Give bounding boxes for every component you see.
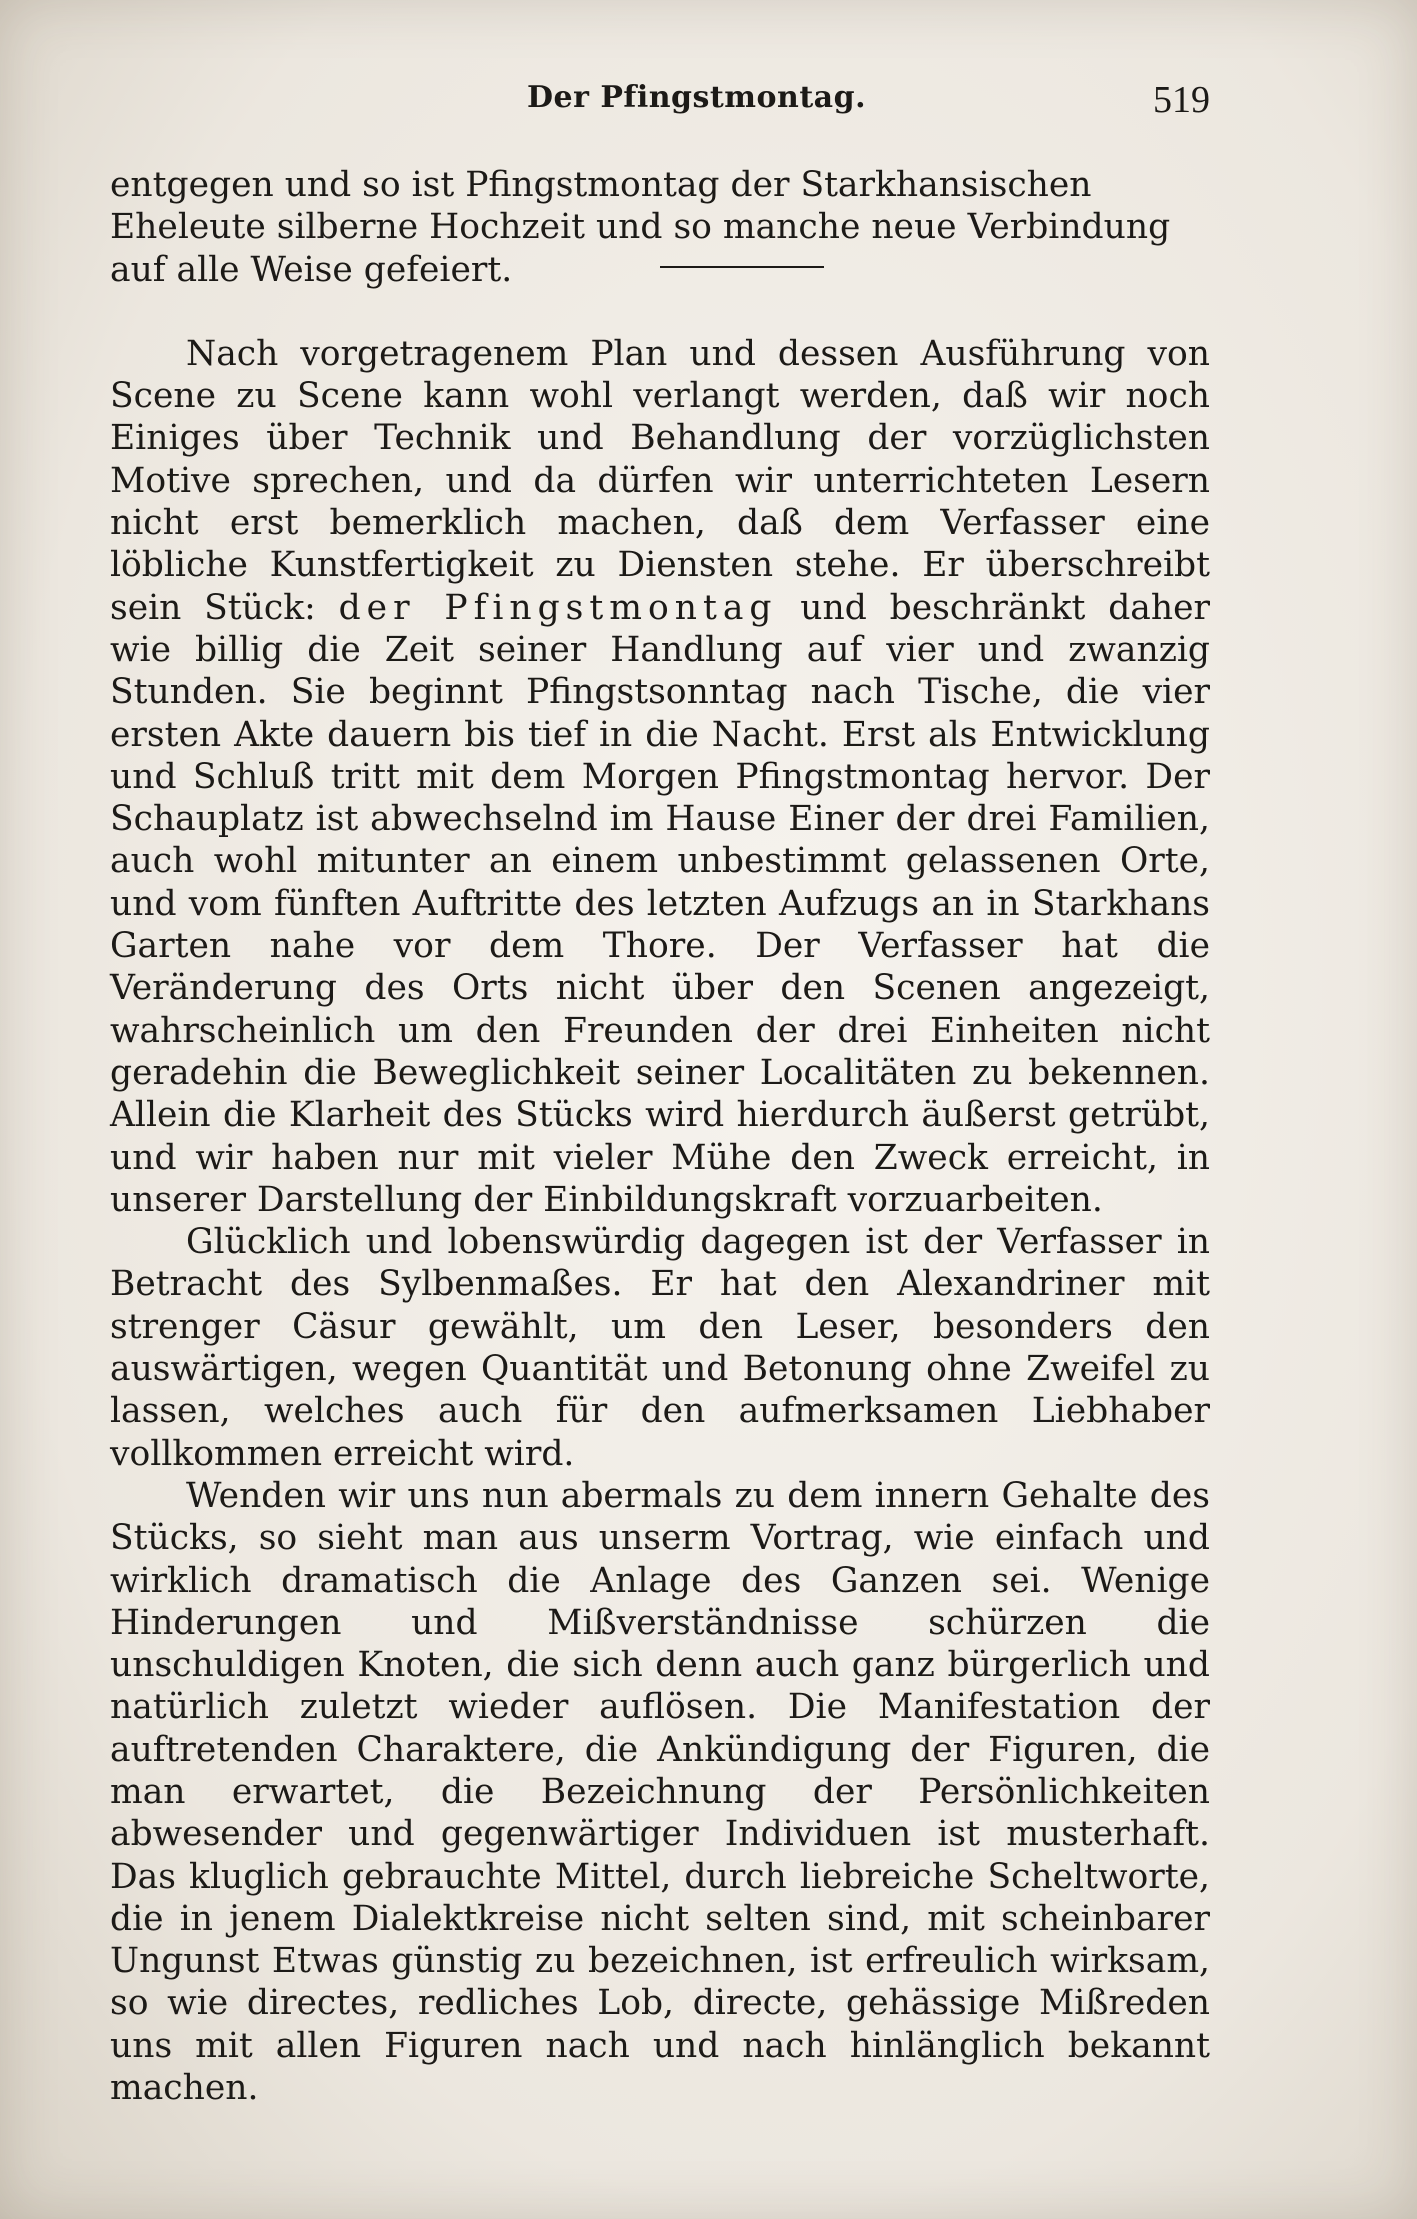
section-spacer bbox=[110, 291, 1210, 333]
running-title: Der Pfingstmontag. bbox=[527, 80, 867, 115]
paragraph-continued bbox=[110, 164, 1210, 291]
page-header bbox=[110, 80, 1210, 130]
paragraph-meter: Glücklich und lobenswürdig dagegen ist der Verfasser in Betracht des Sylbenmaßes. Er hat den Alexandriner mit strenger Cäsur gewählt, um den Leser, besonders den auswärtigen, wegen Quantität und Betonung ohne Zweifel zu lassen, welches auch für den aufmerksamen Liebhaber vollkommen erreicht wird. bbox=[110, 1222, 1210, 1474]
emphasized-title: der Pfingstmontag bbox=[338, 587, 778, 628]
body-text bbox=[110, 164, 1210, 2109]
page-number: 519 bbox=[1153, 79, 1210, 121]
paragraph-technique bbox=[110, 333, 1210, 1221]
section-separator bbox=[660, 266, 824, 268]
paragraph-content: Wenden wir uns nun abermals zu dem innern Gehalte des Stücks, so sieht man aus unserm Vortrag, wie einfach und wirklich dramatisch die Anlage des Ganzen sei. Wenige Hinderungen und Mißverständnisse schürzen die unschuldigen Knoten, die sich denn auch ganz bürgerlich und natürlich zuletzt wieder auflösen. Die Manifestation der auftretenden Charaktere, die Ankündigung der Figuren, die man erwartet, die Bezeichnung der Persönlichkeiten abwesender und gegenwärtiger Individuen ist musterhaft. Das kluglich gebrauchte Mittel, durch liebreiche Scheltworte, die in jenem Dialektkreise nicht selten sind, mit scheinbarer Ungunst Etwas günstig zu bezeichnen, ist erfreulich wirksam, so wie directes, redliches Lob, directe, gehässige Mißreden uns mit allen Figuren nach und nach hinlänglich bekannt machen. bbox=[110, 1475, 1210, 2109]
paragraph-text: entgegen und so ist Pfingstmontag der Starkhansischen Eheleute silberne Hochzeit und so manche neue Verbindung auf alle Weise gefeiert. bbox=[110, 165, 1171, 290]
paragraph-text: und beschränkt daher wie billig die Zeit seiner Handlung auf vier und zwanzig Stunden. Sie beginnt Pfingstsonntag nach Tische, die vier ersten Akte dauern bis tief in die Nacht. Erst als Entwicklung und Schluß tritt mit dem Morgen Pfingstmontag hervor. Der Schauplatz ist abwechselnd im Hause Einer der drei Familien, auch wohl mitunter an einem unbestimmt gelassenen Orte, und vom fünften Auftritte des letzten Aufzugs an in Starkhans Garten nahe vor dem Thore. Der Verfasser hat die Veränderung des Orts nicht über den Scenen angezeigt, wahrscheinlich um den Freunden der drei Einheiten nicht geradehin die Beweglichkeit seiner Localitäten zu bekennen. Allein die Klarheit des Stücks wird hierdurch äußerst getrübt, und wir haben nur mit vieler Mühe den Zweck erreicht, in unserer Darstellung der Einbildungskraft vorzuarbeiten. bbox=[110, 587, 1211, 1220]
paragraph-text: Nach vorgetragenem Plan und dessen Ausführung von Scene zu Scene kann wohl verlangt werden, daß wir noch Einiges über Technik und Behandlung der vorzüglichsten Motive sprechen, und da dürfen wir unterrichteten Lesern nicht erst bemerklich machen, daß dem Verfasser eine löbliche Kunstfertigkeit zu Diensten stehe. Er überschreibt sein Stück: bbox=[110, 333, 1210, 628]
